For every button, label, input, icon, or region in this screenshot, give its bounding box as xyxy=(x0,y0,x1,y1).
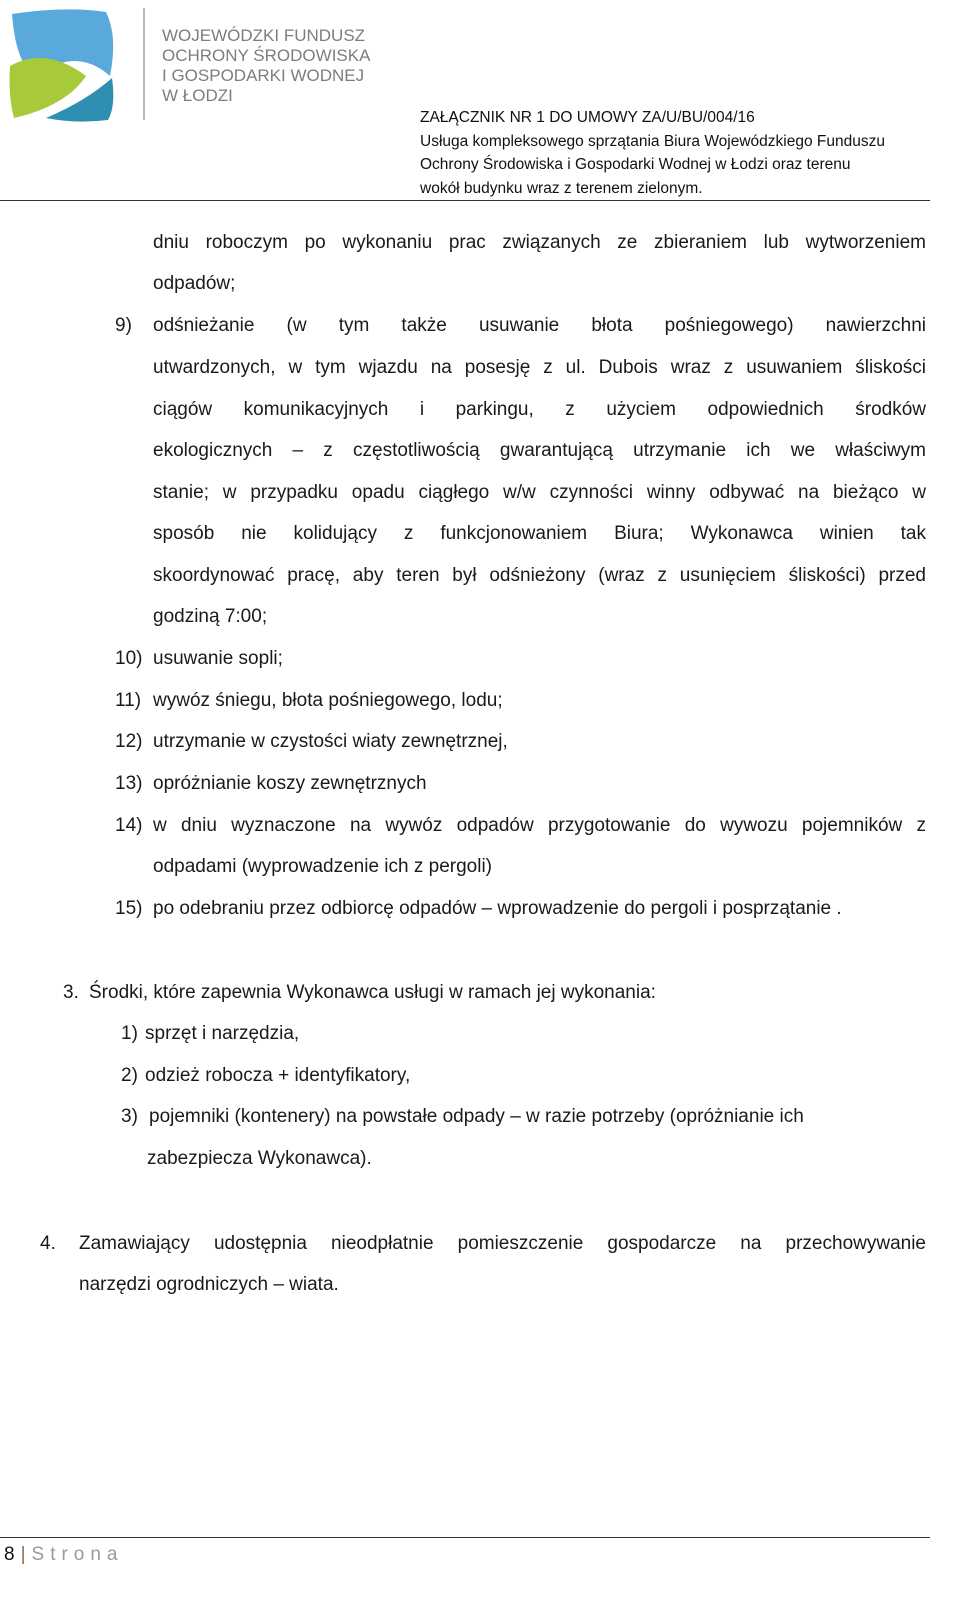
attachment-title: ZAŁĄCZNIK NR 1 DO UMOWY ZA/U/BU/004/16 xyxy=(420,109,755,126)
list-item-line: odśnieżanie (w tym także usuwanie błota pośniegowego) nawierzchni xyxy=(153,315,926,336)
footer-separator: | xyxy=(20,1544,26,1565)
list-item-line: odzież robocza + identyfikatory, xyxy=(145,1065,411,1086)
org-name-line: WOJEWÓDZKI FUNDUSZ xyxy=(162,26,366,45)
list-item-line: utrzymanie w czystości wiaty zewnętrznej, xyxy=(153,731,508,752)
list-item-line: zabezpiecza Wykonawca). xyxy=(147,1148,372,1169)
footer-rule xyxy=(0,1537,930,1538)
list-item-line: godziną 7:00; xyxy=(153,606,268,627)
list-number: 14) xyxy=(115,815,143,836)
org-name-line: W ŁODZI xyxy=(162,86,233,105)
page-label: Strona xyxy=(31,1544,124,1565)
org-name-line: OCHRONY ŚRODOWISKA xyxy=(162,46,371,65)
list-item-line: utwardzonych, w tym wjazdu na posesję z ul. Dubois wraz z usuwaniem śliskości xyxy=(153,357,926,378)
list-item-line: skoordynować pracę, aby teren był odśnieżony (wraz z usunięciem śliskości) przed xyxy=(153,565,926,586)
list-item-line: opróżnianie koszy zewnętrznych xyxy=(153,773,427,794)
list-item-line: wywóz śniegu, błota pośniegowego, lodu; xyxy=(153,690,503,711)
list-item-line: sposób nie kolidujący z funkcjonowaniem Biura; Wykonawca winien tak xyxy=(153,523,926,544)
list-number: 15) xyxy=(115,898,143,919)
list-item-line: po odebraniu przez odbiorcę odpadów – wprowadzenie do pergoli i posprzątanie . xyxy=(153,898,842,919)
page-number: 8 xyxy=(4,1544,15,1565)
paragraph-line: Zamawiający udostępnia nieodpłatnie pomieszczenie gospodarcze na przechowywanie xyxy=(79,1233,926,1254)
paragraph-line: odpadów; xyxy=(153,273,236,294)
list-number: 9) xyxy=(115,315,132,336)
paragraph-line: dniu roboczym po wykonaniu prac związanych ze zbieraniem lub wytworzeniem xyxy=(153,232,926,253)
list-item-line: ekologicznych – z częstotliwością gwarantującą utrzymanie ich we właściwym xyxy=(153,440,926,461)
service-description-line: Usługa kompleksowego sprzątania Biura Wojewódzkiego Funduszu xyxy=(420,132,885,150)
fund-logo xyxy=(6,6,118,124)
section-number: 4. xyxy=(40,1233,56,1254)
list-item-line: sprzęt i narzędzia, xyxy=(145,1023,300,1044)
list-number: 10) xyxy=(115,648,143,669)
list-number: 1) xyxy=(121,1023,138,1044)
paragraph-line: narzędzi ogrodniczych – wiata. xyxy=(79,1274,339,1295)
list-number: 12) xyxy=(115,731,143,752)
header-rule xyxy=(0,200,930,201)
page-footer xyxy=(4,1542,124,1568)
service-description-line: wokół budynku wraz z terenem zielonym. xyxy=(420,179,703,197)
list-number: 13) xyxy=(115,773,143,794)
section-number: 3. xyxy=(63,982,79,1003)
list-item-line: stanie; w przypadku opadu ciągłego w/w czynności winny odbywać na bieżąco w xyxy=(153,482,926,503)
list-item-line: w dniu wyznaczone na wywóz odpadów przygotowanie do wywozu pojemników z xyxy=(153,815,926,836)
logo-divider xyxy=(143,8,145,120)
list-number: 11) xyxy=(115,690,142,711)
list-number: 3) xyxy=(121,1106,138,1127)
list-item-line: usuwanie sopli; xyxy=(153,648,283,669)
list-item-line: pojemniki (kontenery) na powstałe odpady – w razie potrzeby (opróżnianie ich xyxy=(149,1106,804,1127)
document-header-info xyxy=(420,106,885,200)
list-item-line: odpadami (wyprowadzenie ich z pergoli) xyxy=(153,856,493,877)
list-item-line: ciągów komunikacyjnych i parkingu, z użyciem odpowiednich środków xyxy=(153,399,926,420)
org-name-line: I GOSPODARKI WODNEJ xyxy=(162,66,365,85)
section-title: Środki, które zapewnia Wykonawca usługi w ramach jej wykonania: xyxy=(89,982,656,1003)
service-description-line: Ochrony Środowiska i Gospodarki Wodnej w Łodzi oraz terenu xyxy=(420,156,851,173)
organization-name xyxy=(162,26,370,106)
list-number: 2) xyxy=(121,1065,138,1086)
